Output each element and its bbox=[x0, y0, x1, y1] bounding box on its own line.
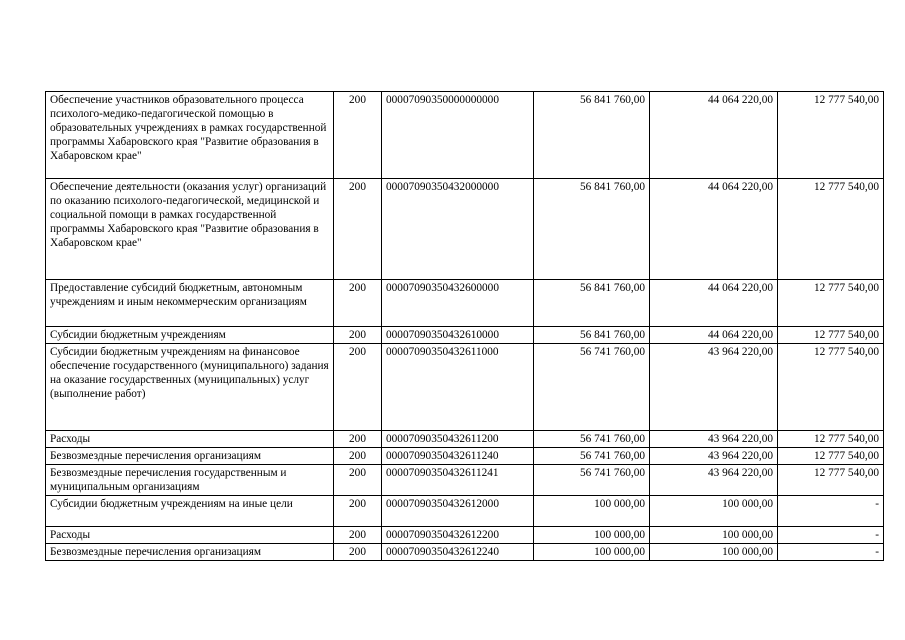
row-amount-total: 56 841 760,00 bbox=[534, 327, 650, 344]
row-csr: 00007090350432611000 bbox=[382, 344, 534, 431]
row-amount-executed: 44 064 220,00 bbox=[650, 327, 778, 344]
row-code: 200 bbox=[334, 344, 382, 431]
row-amount-executed: 100 000,00 bbox=[650, 544, 778, 561]
table-row bbox=[46, 179, 884, 280]
row-code: 200 bbox=[334, 527, 382, 544]
row-csr: 00007090350432612000 bbox=[382, 496, 534, 527]
table-row bbox=[46, 280, 884, 327]
row-csr: 00007090350432611241 bbox=[382, 465, 534, 496]
row-csr: 00007090350432612240 bbox=[382, 544, 534, 561]
table-row bbox=[46, 544, 884, 561]
row-amount-executed: 100 000,00 bbox=[650, 496, 778, 527]
row-amount-remaining: - bbox=[778, 527, 884, 544]
row-code: 200 bbox=[334, 496, 382, 527]
row-code: 200 bbox=[334, 92, 382, 179]
row-amount-total: 56 841 760,00 bbox=[534, 280, 650, 327]
row-csr: 00007090350432611240 bbox=[382, 448, 534, 465]
row-csr: 00007090350432611200 bbox=[382, 431, 534, 448]
row-name: Безвозмездные перечисления организациям bbox=[46, 448, 334, 465]
row-amount-total: 56 841 760,00 bbox=[534, 179, 650, 280]
row-csr: 00007090350000000000 bbox=[382, 92, 534, 179]
row-name: Обеспечение участников образовательного процесса психолого-медико-педагогической помощью в образовательных учреждениях в рамках государственной программы Хабаровского края "Развитие образования в Хабаровском крае" bbox=[46, 92, 334, 179]
row-amount-executed: 44 064 220,00 bbox=[650, 92, 778, 179]
row-csr: 00007090350432610000 bbox=[382, 327, 534, 344]
table-row bbox=[46, 496, 884, 527]
table-row bbox=[46, 527, 884, 544]
row-code: 200 bbox=[334, 448, 382, 465]
row-name: Обеспечение деятельности (оказания услуг) организаций по оказанию психолого-педагогической, медицинской и социальной помощи в рамках государственной программы Хабаровского края "Развитие образования в Хабаровском крае" bbox=[46, 179, 334, 280]
row-amount-total: 56 841 760,00 bbox=[534, 92, 650, 179]
row-name: Субсидии бюджетным учреждениям bbox=[46, 327, 334, 344]
budget-table bbox=[45, 91, 884, 561]
row-amount-total: 100 000,00 bbox=[534, 544, 650, 561]
row-csr: 00007090350432600000 bbox=[382, 280, 534, 327]
row-amount-remaining: 12 777 540,00 bbox=[778, 431, 884, 448]
row-code: 200 bbox=[334, 280, 382, 327]
row-amount-total: 100 000,00 bbox=[534, 527, 650, 544]
table-row bbox=[46, 327, 884, 344]
row-amount-total: 56 741 760,00 bbox=[534, 465, 650, 496]
row-code: 200 bbox=[334, 431, 382, 448]
row-amount-total: 56 741 760,00 bbox=[534, 448, 650, 465]
row-csr: 00007090350432000000 bbox=[382, 179, 534, 280]
row-amount-executed: 100 000,00 bbox=[650, 527, 778, 544]
row-amount-executed: 43 964 220,00 bbox=[650, 448, 778, 465]
row-name: Субсидии бюджетным учреждениям на иные цели bbox=[46, 496, 334, 527]
row-csr: 00007090350432612200 bbox=[382, 527, 534, 544]
row-name: Безвозмездные перечисления организациям bbox=[46, 544, 334, 561]
row-name: Расходы bbox=[46, 431, 334, 448]
row-amount-remaining: 12 777 540,00 bbox=[778, 465, 884, 496]
row-amount-executed: 43 964 220,00 bbox=[650, 431, 778, 448]
row-amount-remaining: 12 777 540,00 bbox=[778, 344, 884, 431]
row-amount-total: 100 000,00 bbox=[534, 496, 650, 527]
table-row bbox=[46, 465, 884, 496]
row-amount-remaining: 12 777 540,00 bbox=[778, 448, 884, 465]
row-code: 200 bbox=[334, 544, 382, 561]
row-amount-executed: 44 064 220,00 bbox=[650, 280, 778, 327]
row-code: 200 bbox=[334, 327, 382, 344]
row-code: 200 bbox=[334, 465, 382, 496]
row-code: 200 bbox=[334, 179, 382, 280]
row-amount-executed: 43 964 220,00 bbox=[650, 344, 778, 431]
row-amount-remaining: 12 777 540,00 bbox=[778, 280, 884, 327]
row-name: Субсидии бюджетным учреждениям на финансовое обеспечение государственного (муниципального) задания на оказание государственных (муниципальных) услуг (выполнение работ) bbox=[46, 344, 334, 431]
row-amount-total: 56 741 760,00 bbox=[534, 431, 650, 448]
table-row bbox=[46, 448, 884, 465]
row-amount-executed: 44 064 220,00 bbox=[650, 179, 778, 280]
row-amount-remaining: - bbox=[778, 544, 884, 561]
row-name: Безвозмездные перечисления государственным и муниципальным организациям bbox=[46, 465, 334, 496]
row-amount-total: 56 741 760,00 bbox=[534, 344, 650, 431]
row-amount-remaining: 12 777 540,00 bbox=[778, 179, 884, 280]
table-row bbox=[46, 431, 884, 448]
table-row bbox=[46, 92, 884, 179]
row-name: Предоставление субсидий бюджетным, автономным учреждениям и иным некоммерческим организациям bbox=[46, 280, 334, 327]
table-row bbox=[46, 344, 884, 431]
row-amount-executed: 43 964 220,00 bbox=[650, 465, 778, 496]
row-amount-remaining: 12 777 540,00 bbox=[778, 327, 884, 344]
row-amount-remaining: 12 777 540,00 bbox=[778, 92, 884, 179]
row-amount-remaining: - bbox=[778, 496, 884, 527]
row-name: Расходы bbox=[46, 527, 334, 544]
